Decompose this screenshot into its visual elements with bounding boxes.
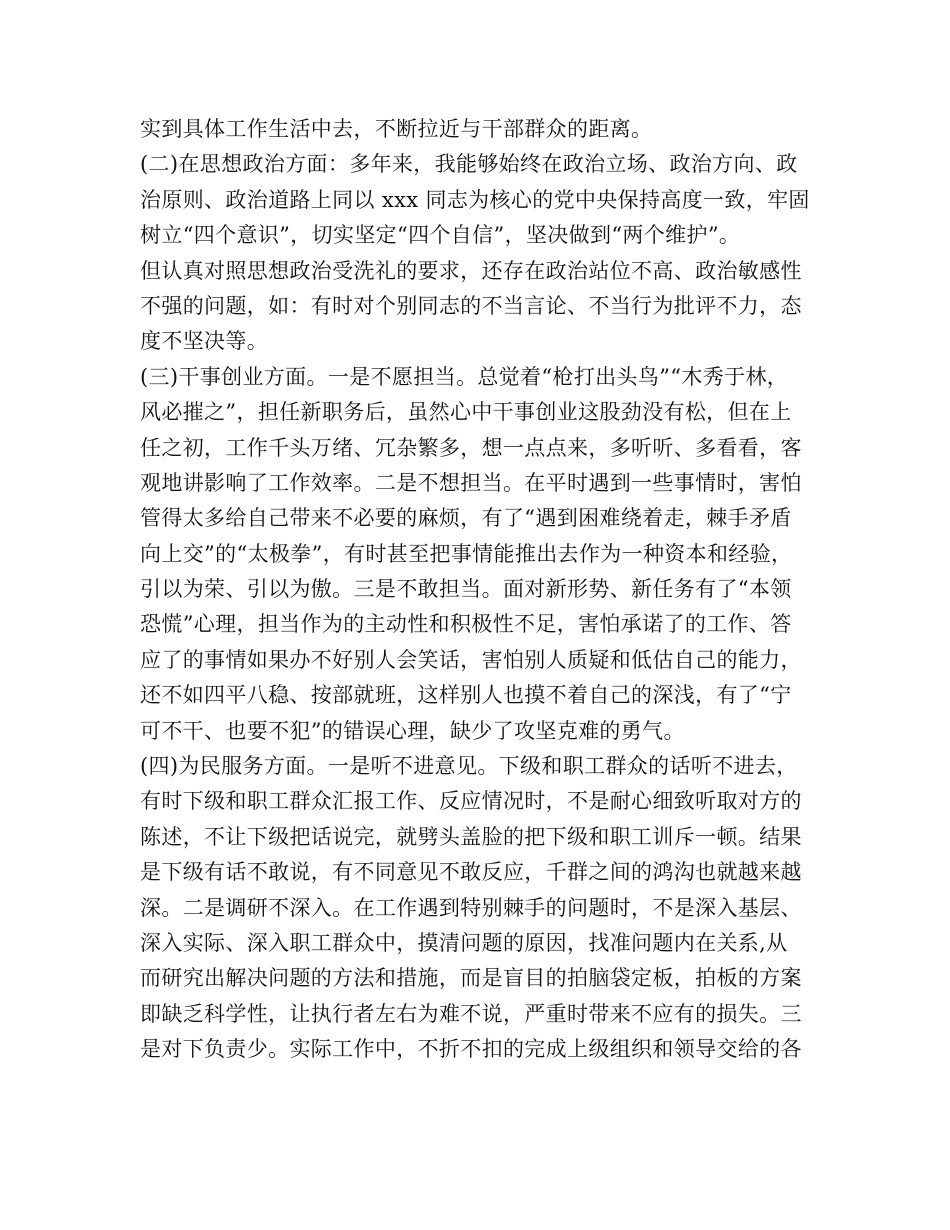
text-line: (三)干事创业方面。一是不愿担当。总觉着“枪打出头鸟”“木秀于林， (140, 364, 789, 389)
text-line: 有时下级和职工群众汇报工作、反应情况时，不是耐心细致听取对方的 (140, 789, 802, 814)
text-line: 而研究出解决问题的方法和措施，而是盲目的拍脑袋定板，拍板的方案 (140, 966, 802, 991)
text-line: 陈述，不让下级把话说完，就劈头盖脸的把下级和职工训斥一顿。结果 (140, 824, 802, 849)
text-line: 治原则、政治道路上同以 xxx 同志为核心的党中央保持高度一致，牢固 (140, 187, 810, 212)
text-line: 度不坚决等。 (140, 329, 269, 354)
text-line: 管得太多给自己带来不必要的麻烦，有了“遇到困难绕着走，棘手矛盾 (140, 506, 792, 531)
text-line: 还不如四平八稳、按部就班，这样别人也摸不着自己的深浅，有了“宁 (140, 683, 792, 708)
text-line: 观地讲影响了工作效率。二是不想担当。在平时遇到一些事情时，害怕 (140, 470, 802, 495)
text-line: 实到具体工作生活中去，不断拉近与干部群众的距离。 (140, 117, 653, 141)
text-line: 恐慌”心理，担当作为的主动性和积极性不足，害怕承诺了的工作、答 (140, 612, 792, 637)
text-line: (二)在思想政治方面：多年来，我能够始终在政治立场、政治方向、政 (140, 152, 798, 177)
text-line: 引以为荣、引以为傲。三是不敢担当。面对新形势、新任务有了“本领 (140, 577, 792, 602)
text-line: 是对下负责少。实际工作中，不折不扣的完成上级组织和领导交给的各 (140, 1037, 802, 1062)
body-text (140, 112, 830, 1068)
text-line: 向上交”的“太极拳”，有时甚至把事情能推出去作为一种资本和经验， (140, 541, 793, 566)
text-line: (四)为民服务方面。一是听不进意见。下级和职工群众的话听不进去， (140, 754, 798, 779)
text-line: 任之初，工作千头万绪、冗杂繁多，想一点点来，多听听、多看看，客 (140, 435, 802, 460)
text-line: 是下级有话不敢说，有不同意见不敢反应，千群之间的鸿沟也就越来越 (140, 860, 802, 885)
text-line: 风必摧之”，担任新职务后，虽然心中干事创业这股劲没有松，但在上 (140, 400, 792, 425)
text-line: 深入实际、深入职工群众中，摸清问题的原因，找准问题内在关系,从 (140, 930, 788, 955)
text-line: 深。二是调研不深入。在工作遇到特别棘手的问题时，不是深入基层、 (140, 895, 802, 920)
text-line: 不强的问题，如：有时对个别同志的不当言论、不当行为批评不力，态 (140, 293, 802, 318)
text-line: 即缺乏科学性，让执行者左右为难不说，严重时带来不应有的损失。三 (140, 1001, 802, 1026)
text-line: 但认真对照思想政治受洗礼的要求，还存在政治站位不高、政治敏感性 (140, 258, 802, 283)
text-line: 可不干、也要不犯”的错误心理，缺少了攻坚克难的勇气。 (140, 718, 685, 743)
text-line: 应了的事情如果办不好别人会笑话，害怕别人质疑和低估自己的能力， (140, 647, 802, 672)
text-line: 树立“四个意识”，切实坚定“四个自信”，坚决做到“两个维护”。 (140, 223, 741, 248)
